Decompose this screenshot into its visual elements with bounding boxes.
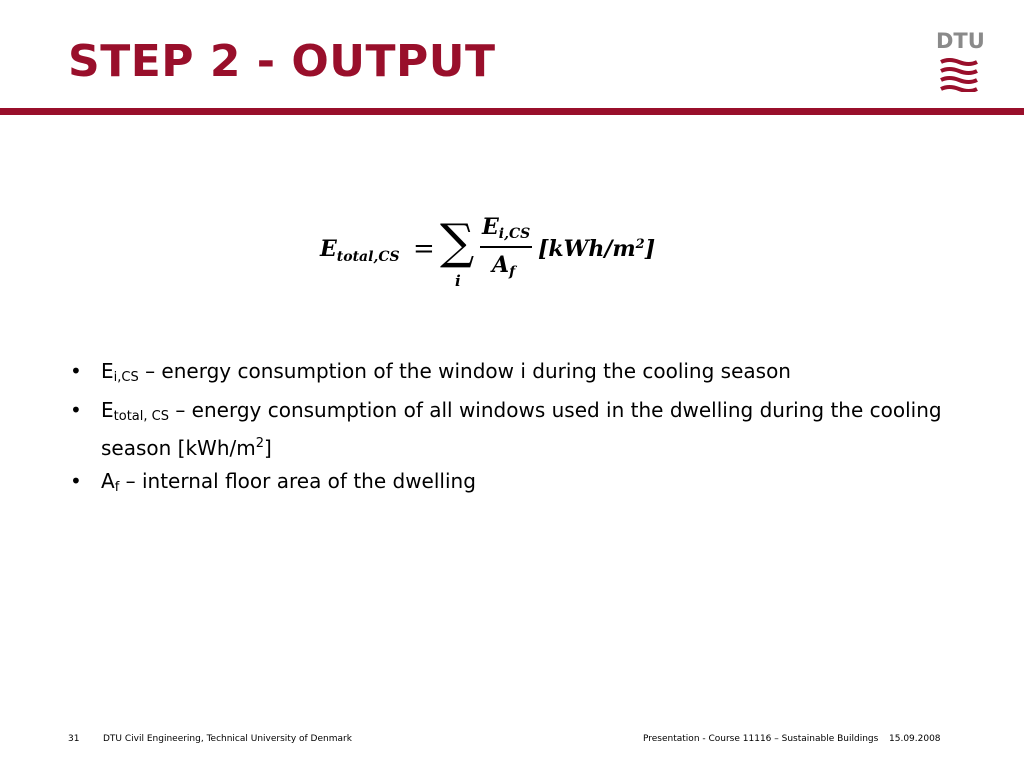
footer-presentation: Presentation - Course 11116 – Sustainable Buildings xyxy=(643,734,879,744)
title-divider xyxy=(0,108,1024,115)
sum-symbol: ∑ xyxy=(440,214,475,270)
sum-index: i xyxy=(455,272,461,290)
list-item: • $E_{total, CS}$ – energy consumption of all windows used in the dwelling during the cooling season $[kWh/m^2]$ xyxy=(68,397,968,462)
fraction-denominator: $A_f$ xyxy=(492,252,516,280)
formula-unit: $[kWh/m^2]$ xyxy=(538,236,656,262)
footer-date: 15.09.2008 xyxy=(889,734,941,744)
definitions-list xyxy=(68,358,968,507)
dtu-logo xyxy=(936,28,985,92)
formula-equals: = xyxy=(413,234,435,264)
fraction-bar xyxy=(480,246,532,248)
footer-organization: DTU Civil Engineering, Technical University of Denmark xyxy=(103,734,352,744)
list-item: • $E_{i,CS}$ – energy consumption of the window i during the cooling season xyxy=(68,358,968,391)
slide-title: STEP 2 - OUTPUT xyxy=(68,36,496,87)
list-item: • $A_f$ – internal floor area of the dwelling xyxy=(68,468,968,501)
logo-text: DTU xyxy=(936,29,985,53)
energy-formula xyxy=(318,212,678,296)
dtu-waves-icon xyxy=(939,58,979,92)
formula-lhs: $E_{total,CS}$ xyxy=(320,236,400,265)
fraction-numerator: $E_{i,CS}$ xyxy=(482,214,531,242)
page-number: 31 xyxy=(68,734,80,744)
